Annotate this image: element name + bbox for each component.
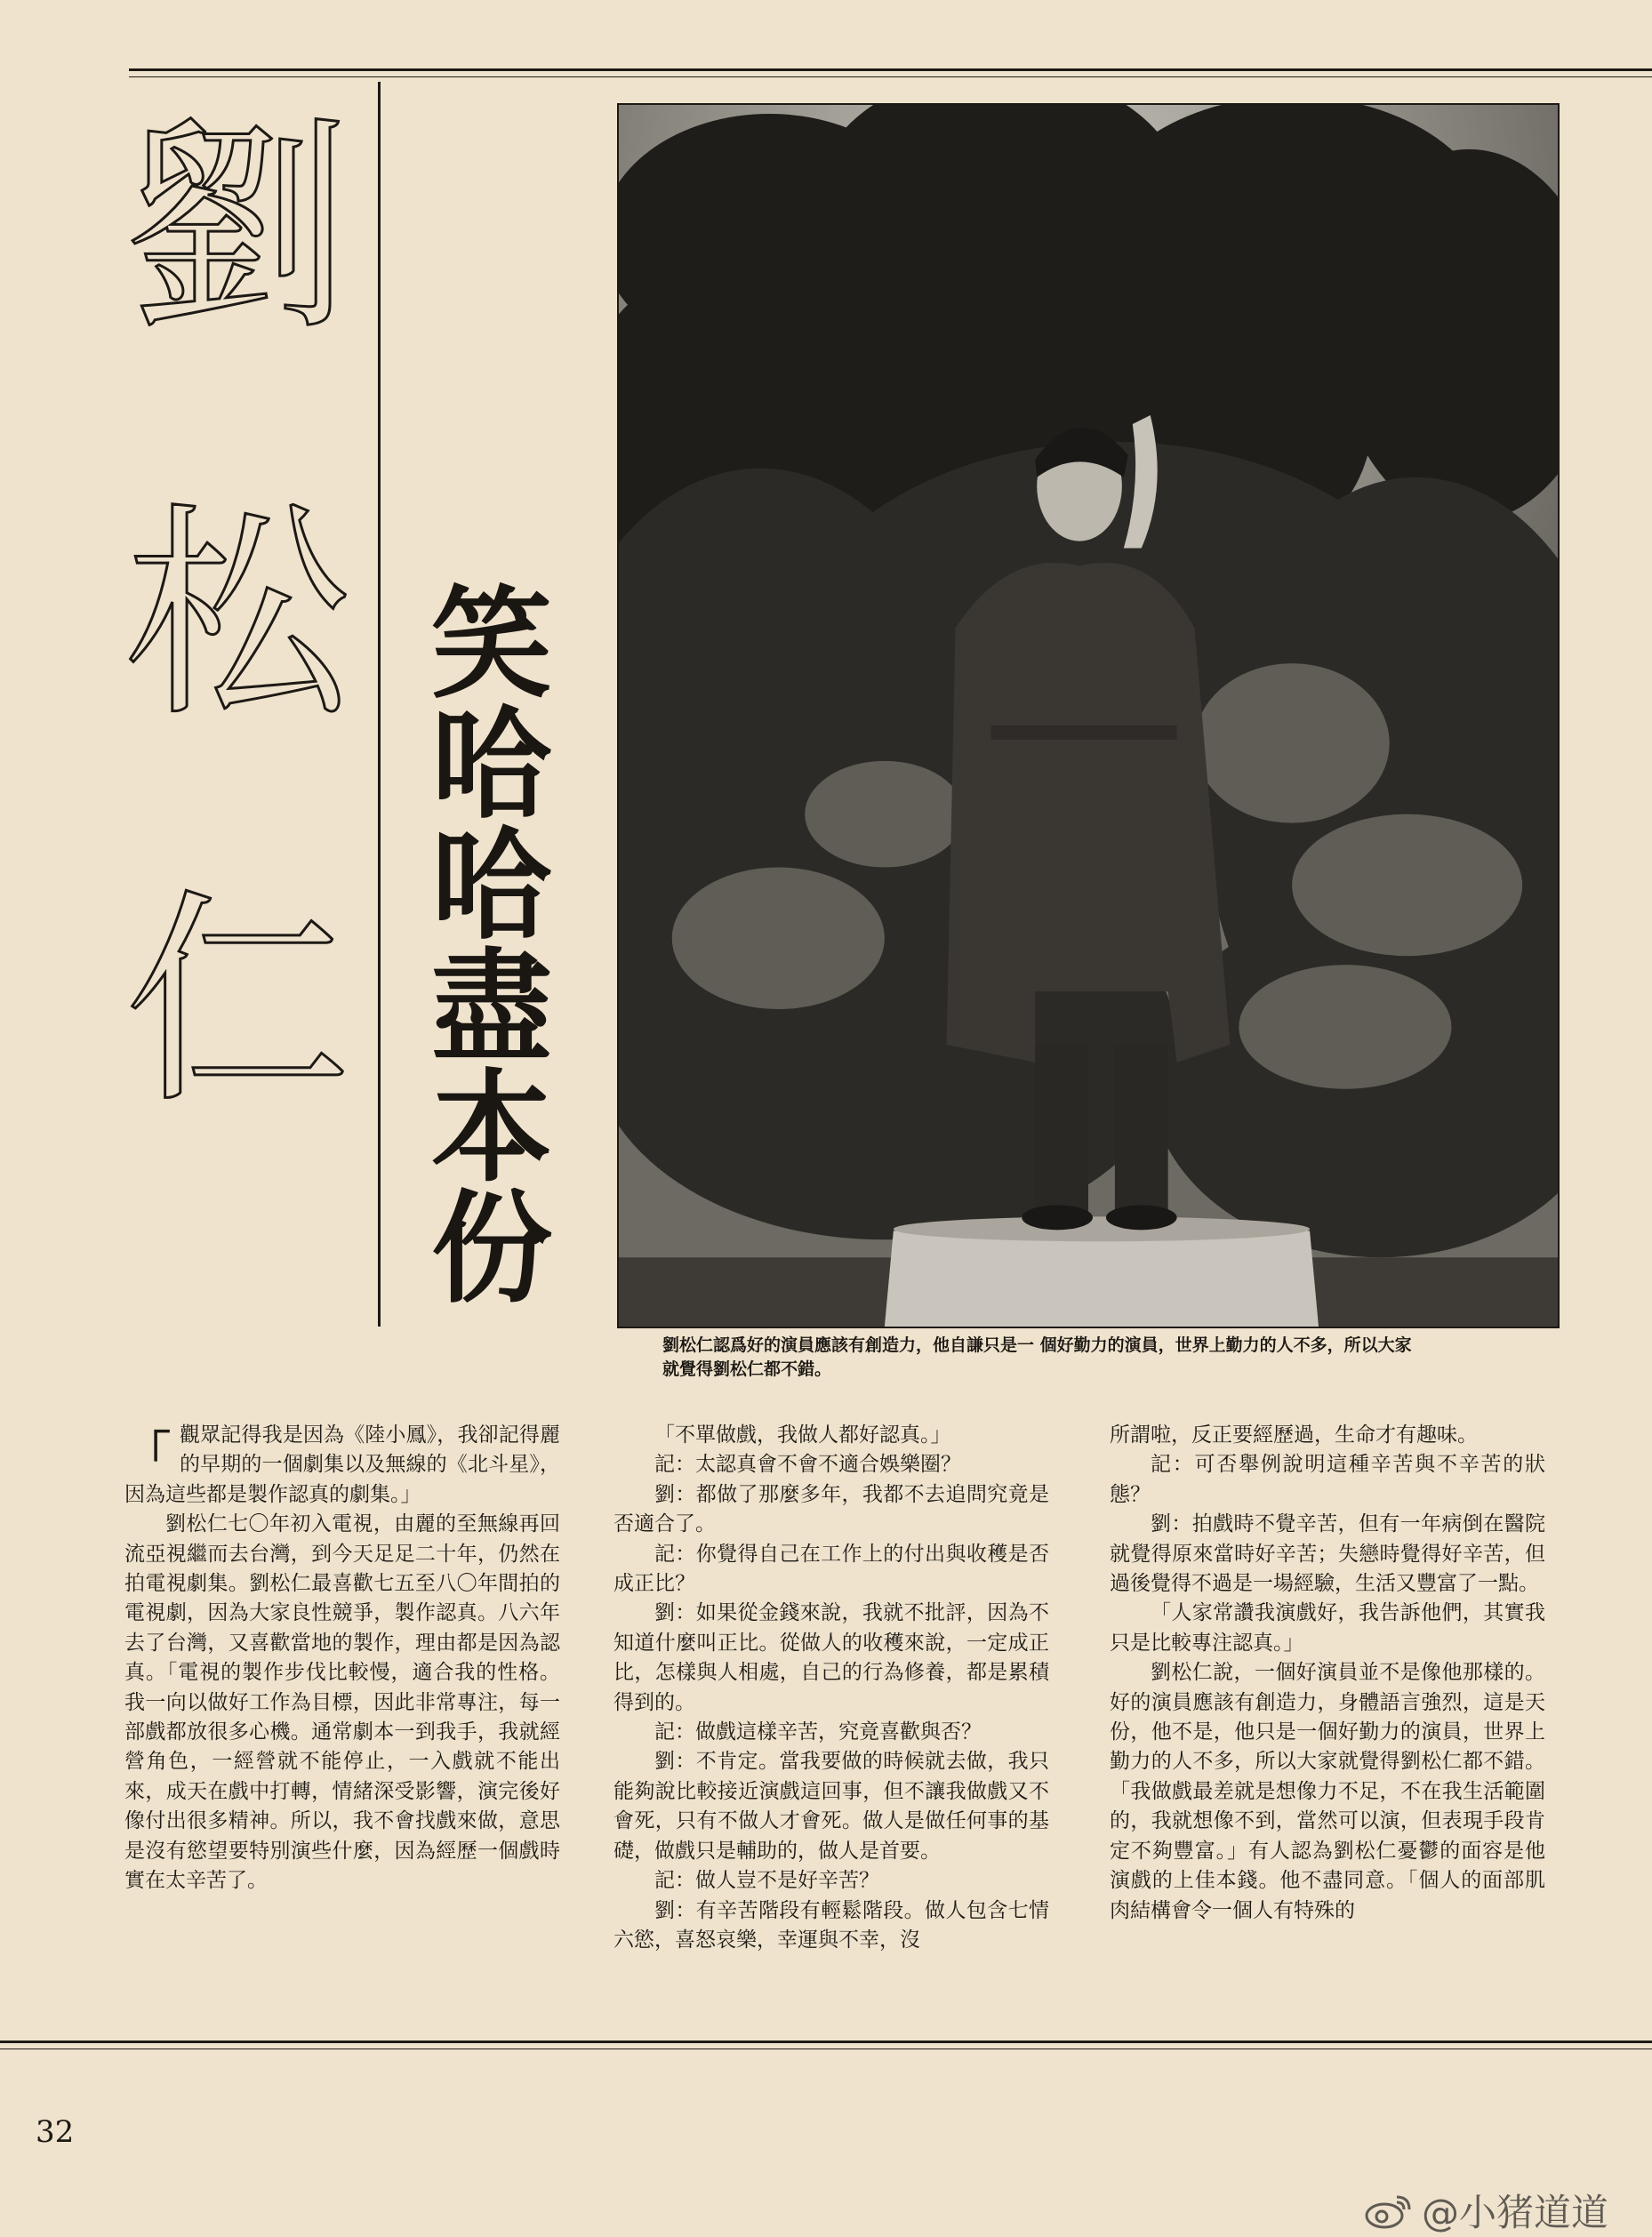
paragraph: 劉：不肯定。當我要做的時候就去做，我只能夠說比較接近演戲這回事，但不讓我做戲又不會死，只有不做人才會死。做人是做任何事的基礎，做戲只是輔助的，做人是首要。 <box>613 1750 1049 1863</box>
top-rule-thin <box>129 76 1652 77</box>
paragraph: 「人家常讚我演戲好，我告訴他們，其實我只是比較專注認真。」 <box>1110 1601 1545 1655</box>
article-column-2 <box>613 1421 1049 1955</box>
caption-line-1: 劉松仁認爲好的演員應該有創造力，他自謙只是一 個好勤力的演員，世界上勤力的人不多，所以大家 <box>662 1335 1412 1355</box>
photo-caption <box>662 1334 1543 1382</box>
weibo-icon <box>1365 2192 1413 2229</box>
name-char-2: 松 <box>124 484 352 748</box>
bottom-rule <box>0 2041 1652 2043</box>
title-divider-rule <box>378 82 381 1327</box>
paragraph: 記：可否舉例說明這種辛苦與不辛苦的狀態？ <box>1110 1453 1545 1506</box>
paragraph: 劉：都做了那麼多年，我都不去追問究竟是否適合了。 <box>613 1482 1049 1536</box>
name-char-1: 劉 <box>124 97 352 361</box>
paragraph: 劉：如果從金錢來說，我就不批評，因為不知道什麼叫正比。從做人的收穫來說，一定成正比，怎樣與人相處，自己的行為修養，都是累積得到的。 <box>613 1601 1049 1714</box>
paragraph: 劉松仁說，一個好演員並不是像他那樣的。好的演員應該有創造力，身體語言強烈，這是天份，他不是，他只是一個好勤力的演員，世界上勤力的人不多，所以大家就覺得劉松仁都不錯。「我做戲最差就是想像力不足，不在我生活範圍的，我就想像不到，當然可以演，但表現手段肯定不夠豐富。」有人認為劉松仁憂鬱的面容是他演戲的上佳本錢。他不盡同意。「個人的面部肌肉結構會令一個人有特殊的 <box>1110 1661 1545 1922</box>
paragraph: 記：你覺得自己在工作上的付出與收穫是否成正比？ <box>613 1542 1049 1596</box>
article-column-3 <box>1110 1421 1545 1926</box>
paragraph: 「 觀眾記得我是因為《陸小鳳》，我卻記得麗的早期的一個劇集以及無線的《北斗星》，因為這些都是製作認真的劇集。」 <box>124 1423 560 1506</box>
paragraph: 記：做戲這樣辛苦，究竟喜歡與否？ <box>654 1720 982 1744</box>
paragraph: 「不單做戲，我做人都好認真。」 <box>654 1423 951 1447</box>
headline: 笑哈哈盡本份 <box>410 580 550 1305</box>
paragraph: 記：做人豈不是好辛苦？ <box>654 1869 879 1893</box>
article-photo <box>617 103 1560 1328</box>
open-quote-mark: 「 <box>124 1428 172 1481</box>
paragraph: 記：太認真會不會不適合娛樂圈？ <box>654 1453 961 1477</box>
paragraph: 劉：有辛苦階段有輕鬆階段。做人包含七情六慾，喜怒哀樂，幸運與不幸，沒 <box>613 1898 1049 1952</box>
person-in-trenchcoat-photo <box>619 105 1558 1327</box>
page-number: 32 <box>36 2114 75 2150</box>
caption-line-2: 就覺得劉松仁都不錯。 <box>662 1359 832 1379</box>
name-title <box>124 97 352 1325</box>
watermark <box>1365 2184 1608 2237</box>
watermark-text: @小猪道道 <box>1422 2191 1609 2234</box>
paragraph: 劉松仁七〇年初入電視，由麗的至無線再回流亞視繼而去台灣，到今天足足二十年，仍然在拍電視劇集。劉松仁最喜歡七五至八〇年間拍的電視劇，因為大家良性競爭，製作認真。八六年去了台灣，又喜歡當地的製作，理由都是因為認真。「電視的製作步伐比較慢，適合我的性格。我一向以做好工作為目標，因此非常專注，每一部戲都放很多心機。通常劇本一到我手，我就經營角色，一經營就不能停止，一入戲就不能出來，成天在戲中打轉，情緒深受影響，演完後好像付出很多精神。所以，我不會找戲來做，意思是沒有慾望要特別演些什麼，因為經歷一個戲時實在太辛苦了。 <box>124 1512 560 1893</box>
paragraph: 所謂啦，反正要經歷過，生命才有趣味。 <box>1110 1423 1478 1447</box>
paragraph: 劉：拍戲時不覺辛苦，但有一年病倒在醫院就覺得原來當時好辛苦；失戀時覺得好辛苦，但過後覺得不過是一場經驗，生活又豐富了一點。 <box>1110 1512 1545 1596</box>
name-char-3: 仁 <box>124 870 352 1135</box>
article-column-1 <box>124 1421 560 1896</box>
top-rule <box>129 68 1652 71</box>
